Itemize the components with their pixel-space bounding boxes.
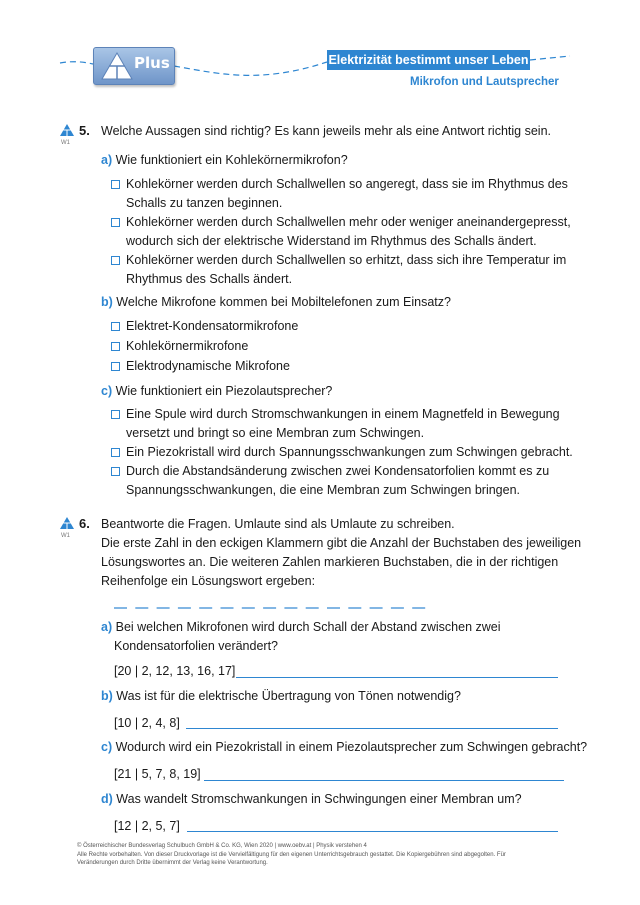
letter-code: [10 | 2, 4, 8]: [114, 716, 180, 730]
task-level: W1: [61, 533, 70, 539]
option-text: Kohlekörner werden durch Schallwellen so angeregt, dass sie im Rhythmus des: [126, 177, 568, 191]
subquestion: [101, 687, 461, 706]
option-text: Eine Spule wird durch Stromschwankungen in einem Magnetfeld in Bewegung: [126, 407, 560, 421]
task-level: W1: [61, 140, 70, 146]
answer-checkbox[interactable]: [111, 218, 120, 227]
subquestion: [101, 738, 587, 757]
footer-line: Veränderungen durch Dritte übernimmt der Verlag keine Verantwortung.: [77, 860, 268, 866]
difficulty-triangle-icon: [60, 124, 74, 140]
subquestion-text: Bei welchen Mikrofonen wird durch Schall der Abstand zwischen zwei: [115, 620, 501, 634]
task-intro-line: Beantworte die Fragen. Umlaute sind als Umlaute zu schreiben.: [101, 517, 455, 531]
letter-code: [12 | 2, 5, 7]: [114, 819, 180, 833]
answer-checkbox[interactable]: [111, 410, 120, 419]
subquestion-text: Wie funktioniert ein Piezolautsprecher?: [115, 384, 333, 398]
option-text: Spannungsschwankungen, die eine Membran zum Schwingen bringen.: [126, 483, 521, 497]
subquestion-text: Was ist für die elektrische Übertragung von Tönen notwendig?: [116, 689, 461, 703]
task-number: 5.: [79, 123, 90, 138]
option-text: Elektret-Kondensatormikrofone: [126, 319, 299, 333]
triangle-logo-icon: [101, 52, 133, 80]
footer-line: © Österreichischer Bundesverlag Schulbuch GmbH & Co. KG, Wien 2020 | www.oebv.at | Physik verstehen 4: [77, 843, 367, 849]
logo-text: Plus: [134, 54, 170, 72]
answer-line[interactable]: [204, 780, 564, 781]
subquestion-label: a): [101, 153, 113, 167]
answer-checkbox[interactable]: [111, 256, 120, 265]
task-intro-line: Lösungswortes an. Die weiteren Zahlen markieren Buchstaben, die in der richtigen: [101, 555, 559, 569]
answer-checkbox[interactable]: [111, 342, 120, 351]
answer-line[interactable]: [186, 728, 558, 729]
plus-logo: [93, 47, 175, 85]
option-text: versetzt und bringt so eine Membran zum Schwingen.: [126, 426, 425, 440]
task-number: 6.: [79, 516, 90, 531]
task-intro-line: Reihenfolge ein Lösungswort ergeben:: [101, 574, 316, 588]
subquestion-text: Wodurch wird ein Piezokristall in einem Piezolautsprecher zum Schwingen gebracht?: [115, 740, 588, 754]
option-text: wodurch sich der elektrische Widerstand im Rhythmus des Schalls ändert.: [126, 234, 537, 248]
option-text: Elektrodynamische Mikrofone: [126, 359, 290, 373]
subquestion: [101, 293, 451, 312]
answer-checkbox[interactable]: [111, 180, 120, 189]
option-text: Rhythmus des Schalls ändert.: [126, 272, 293, 286]
letter-code: [20 | 2, 12, 13, 16, 17]: [114, 664, 236, 678]
subquestion-text: Kondensatorfolien verändert?: [114, 639, 279, 653]
chapter-title: Elektrizität bestimmt unser Leben: [327, 50, 530, 70]
subquestion: [101, 382, 332, 401]
section-subtitle: Mikrofon und Lautsprecher: [410, 76, 559, 88]
answer-checkbox[interactable]: [111, 448, 120, 457]
subquestion-text: Wie funktioniert ein Kohlekörnermikrofon?: [115, 153, 348, 167]
option-text: Schalls zu tanzen beginnen.: [126, 196, 283, 210]
answer-checkbox[interactable]: [111, 362, 120, 371]
footer: [77, 842, 597, 868]
footer-line: Alle Rechte vorbehalten. Von dieser Druckvorlage ist die Vervielfältigung für den eigenen Unterrichtsgebrauch gestattet. Die Kopiergebühren sind abgegolten. Für: [77, 851, 506, 858]
subquestion-label: c): [101, 384, 113, 398]
subquestion-label: b): [101, 295, 113, 309]
subquestion-text: Welche Mikrofone kommen bei Mobiltelefonen zum Einsatz?: [116, 295, 451, 309]
answer-checkbox[interactable]: [111, 322, 120, 331]
subquestion-text: Was wandelt Stromschwankungen in Schwingungen einer Membran um?: [116, 792, 522, 806]
answer-line[interactable]: [187, 831, 558, 832]
subquestion-label: b): [101, 689, 113, 703]
option-text: Durch die Abstandsänderung zwischen zwei Kondensatorfolien kommt es zu: [126, 464, 550, 478]
subquestion-label: c): [101, 740, 113, 754]
difficulty-triangle-icon: [60, 517, 74, 533]
solution-word-blanks[interactable]: [110, 602, 440, 612]
letter-code: [21 | 5, 7, 8, 19]: [114, 767, 201, 781]
option-text: Kohlekörner werden durch Schallwellen so erhitzt, dass sich ihre Temperatur im: [126, 253, 567, 267]
answer-line[interactable]: [236, 677, 558, 678]
subquestion-label: a): [101, 620, 113, 634]
task-intro-line: Die erste Zahl in den eckigen Klammern gibt die Anzahl der Buchstaben des jeweiligen: [101, 536, 582, 550]
option-text: Kohlekörnermikrofone: [126, 339, 249, 353]
task-question: Welche Aussagen sind richtig? Es kann jeweils mehr als eine Antwort richtig sein.: [101, 124, 551, 138]
option-text: Ein Piezokristall wird durch Spannungsschwankungen zum Schwingen gebracht.: [126, 445, 573, 459]
answer-checkbox[interactable]: [111, 467, 120, 476]
subquestion: [101, 618, 501, 637]
option-text: Kohlekörner werden durch Schallwellen mehr oder weniger aneinandergepresst,: [126, 215, 571, 229]
subquestion: [101, 790, 522, 809]
subquestion: [101, 151, 348, 170]
subquestion-label: d): [101, 792, 113, 806]
